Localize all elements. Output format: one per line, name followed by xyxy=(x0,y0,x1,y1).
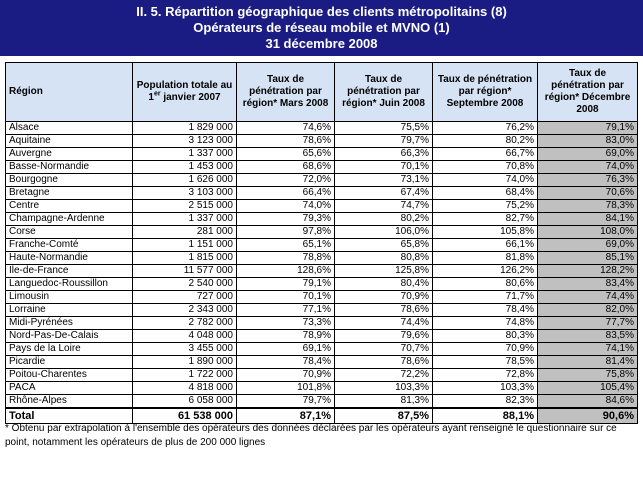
cell-pop: 1 337 000 xyxy=(133,148,237,161)
cell-region: Nord-Pas-De-Calais xyxy=(6,330,133,343)
header-septembre: Taux de pénétration par région* Septembre 2008 xyxy=(433,63,538,122)
cell-dec: 128,2% xyxy=(538,265,638,278)
cell-sep: 78,5% xyxy=(433,356,538,369)
cell-pop: 3 123 000 xyxy=(133,135,237,148)
cell-mar: 78,6% xyxy=(237,135,335,148)
cell-sep: 80,6% xyxy=(433,278,538,291)
cell-jun: 79,7% xyxy=(335,135,433,148)
table-row xyxy=(6,369,638,382)
cell-region: Bourgogne xyxy=(6,174,133,187)
cell-mar: 66,4% xyxy=(237,187,335,200)
cell-jun: 106,0% xyxy=(335,226,433,239)
cell-jun: 103,3% xyxy=(335,382,433,395)
header-population-line2: janvier 2007 xyxy=(160,92,221,103)
cell-jun: 80,2% xyxy=(335,213,433,226)
table-row xyxy=(6,252,638,265)
cell-region: Midi-Pyrénées xyxy=(6,317,133,330)
table-row xyxy=(6,356,638,369)
cell-jun: 72,2% xyxy=(335,369,433,382)
cell-pop: 2 782 000 xyxy=(133,317,237,330)
cell-region: Ile-de-France xyxy=(6,265,133,278)
cell-region: Poitou-Charentes xyxy=(6,369,133,382)
table-row xyxy=(6,330,638,343)
table-row xyxy=(6,382,638,395)
cell-region: Basse-Normandie xyxy=(6,161,133,174)
cell-mar: 69,1% xyxy=(237,343,335,356)
cell-sep: 82,7% xyxy=(433,213,538,226)
cell-region: Total xyxy=(6,408,133,424)
cell-mar: 79,1% xyxy=(237,278,335,291)
cell-region: Rhône-Alpes xyxy=(6,395,133,409)
header-population xyxy=(133,63,237,122)
header-population-sup: er xyxy=(153,90,161,98)
cell-dec: 74,0% xyxy=(538,161,638,174)
cell-dec: 90,6% xyxy=(538,408,638,424)
cell-mar: 70,9% xyxy=(237,369,335,382)
cell-dec: 75,8% xyxy=(538,369,638,382)
cell-jun: 70,7% xyxy=(335,343,433,356)
table-row xyxy=(6,304,638,317)
footnote: * Obtenu par extrapolation à l'ensemble des opérateurs des données déclarées par les opérateurs ayant renseigné le questionnaire sur ce point, notamment les opérateurs de plus de 200 000 lignes xyxy=(5,423,617,448)
table-row xyxy=(6,239,638,252)
cell-dec: 78,3% xyxy=(538,200,638,213)
cell-dec: 85,1% xyxy=(538,252,638,265)
table-row xyxy=(6,135,638,148)
cell-region: Franche-Comté xyxy=(6,239,133,252)
cell-dec: 83,5% xyxy=(538,330,638,343)
cell-jun: 78,6% xyxy=(335,304,433,317)
cell-pop: 1 626 000 xyxy=(133,174,237,187)
title-line-3: 31 décembre 2008 xyxy=(265,36,378,51)
table-row xyxy=(6,395,638,409)
table-row xyxy=(6,148,638,161)
table-row xyxy=(6,213,638,226)
table-row xyxy=(6,200,638,213)
header-population-day: 1 xyxy=(148,92,154,103)
title-line-1: II. 5. Répartition géographique des clients métropolitains (8) xyxy=(136,4,507,19)
cell-mar: 70,1% xyxy=(237,291,335,304)
cell-mar: 68,6% xyxy=(237,161,335,174)
table-row xyxy=(6,291,638,304)
cell-dec: 70,6% xyxy=(538,187,638,200)
cell-jun: 66,3% xyxy=(335,148,433,161)
cell-sep: 81,8% xyxy=(433,252,538,265)
header-row xyxy=(6,63,638,122)
cell-sep: 71,7% xyxy=(433,291,538,304)
cell-region: Corse xyxy=(6,226,133,239)
cell-pop: 4 048 000 xyxy=(133,330,237,343)
cell-mar: 72,0% xyxy=(237,174,335,187)
cell-pop: 727 000 xyxy=(133,291,237,304)
cell-dec: 76,3% xyxy=(538,174,638,187)
cell-dec: 77,7% xyxy=(538,317,638,330)
cell-pop: 2 515 000 xyxy=(133,200,237,213)
cell-sep: 66,1% xyxy=(433,239,538,252)
table-row xyxy=(6,278,638,291)
cell-pop: 3 103 000 xyxy=(133,187,237,200)
cell-sep: 76,2% xyxy=(433,122,538,135)
cell-sep: 68,4% xyxy=(433,187,538,200)
cell-jun: 74,7% xyxy=(335,200,433,213)
header-juin: Taux de pénétration par région* Juin 2008 xyxy=(335,63,433,122)
cell-dec: 82,0% xyxy=(538,304,638,317)
table-row xyxy=(6,265,638,278)
cell-sep: 126,2% xyxy=(433,265,538,278)
cell-jun: 125,8% xyxy=(335,265,433,278)
cell-mar: 73,3% xyxy=(237,317,335,330)
page-title xyxy=(0,0,643,56)
cell-mar: 128,6% xyxy=(237,265,335,278)
cell-pop: 4 818 000 xyxy=(133,382,237,395)
table-row xyxy=(6,174,638,187)
cell-sep: 74,8% xyxy=(433,317,538,330)
cell-region: Aquitaine xyxy=(6,135,133,148)
table-row xyxy=(6,343,638,356)
cell-pop: 6 058 000 xyxy=(133,395,237,409)
cell-sep: 72,8% xyxy=(433,369,538,382)
title-line-2: Opérateurs de réseau mobile et MVNO (1) xyxy=(193,20,450,35)
cell-dec: 83,0% xyxy=(538,135,638,148)
cell-sep: 80,2% xyxy=(433,135,538,148)
cell-dec: 74,4% xyxy=(538,291,638,304)
cell-mar: 97,8% xyxy=(237,226,335,239)
cell-sep: 70,8% xyxy=(433,161,538,174)
cell-sep: 74,0% xyxy=(433,174,538,187)
table-row xyxy=(6,187,638,200)
cell-pop: 2 343 000 xyxy=(133,304,237,317)
cell-mar: 65,6% xyxy=(237,148,335,161)
header-population-line1: Population totale au xyxy=(136,80,233,91)
cell-dec: 69,0% xyxy=(538,148,638,161)
cell-jun: 65,8% xyxy=(335,239,433,252)
cell-region: Picardie xyxy=(6,356,133,369)
cell-dec: 81,4% xyxy=(538,356,638,369)
header-mars: Taux de pénétration par région* Mars 2008 xyxy=(237,63,335,122)
cell-pop: 1 829 000 xyxy=(133,122,237,135)
cell-dec: 79,1% xyxy=(538,122,638,135)
header-decembre: Taux de pénétration par région* Décembre 2008 xyxy=(538,63,638,122)
cell-jun: 75,5% xyxy=(335,122,433,135)
cell-dec: 83,4% xyxy=(538,278,638,291)
cell-region: Limousin xyxy=(6,291,133,304)
table-row xyxy=(6,122,638,135)
cell-dec: 108,0% xyxy=(538,226,638,239)
cell-sep: 88,1% xyxy=(433,408,538,424)
cell-dec: 69,0% xyxy=(538,239,638,252)
cell-region: PACA xyxy=(6,382,133,395)
cell-pop: 1 337 000 xyxy=(133,213,237,226)
cell-mar: 78,8% xyxy=(237,252,335,265)
cell-region: Languedoc-Roussillon xyxy=(6,278,133,291)
cell-jun: 67,4% xyxy=(335,187,433,200)
cell-region: Alsace xyxy=(6,122,133,135)
cell-mar: 77,1% xyxy=(237,304,335,317)
cell-jun: 80,8% xyxy=(335,252,433,265)
cell-mar: 74,6% xyxy=(237,122,335,135)
cell-mar: 65,1% xyxy=(237,239,335,252)
cell-jun: 81,3% xyxy=(335,395,433,409)
penetration-table xyxy=(5,62,638,424)
cell-pop: 1 815 000 xyxy=(133,252,237,265)
cell-sep: 105,8% xyxy=(433,226,538,239)
cell-jun: 79,6% xyxy=(335,330,433,343)
cell-mar: 87,1% xyxy=(237,408,335,424)
cell-region: Haute-Normandie xyxy=(6,252,133,265)
cell-pop: 1 453 000 xyxy=(133,161,237,174)
cell-jun: 70,1% xyxy=(335,161,433,174)
cell-mar: 101,8% xyxy=(237,382,335,395)
cell-region: Lorraine xyxy=(6,304,133,317)
cell-sep: 80,3% xyxy=(433,330,538,343)
cell-dec: 84,1% xyxy=(538,213,638,226)
cell-mar: 78,9% xyxy=(237,330,335,343)
cell-jun: 80,4% xyxy=(335,278,433,291)
cell-sep: 78,4% xyxy=(433,304,538,317)
cell-sep: 70,9% xyxy=(433,343,538,356)
cell-mar: 78,4% xyxy=(237,356,335,369)
table-row xyxy=(6,226,638,239)
header-region: Région xyxy=(6,63,133,122)
cell-jun: 87,5% xyxy=(335,408,433,424)
cell-pop: 3 455 000 xyxy=(133,343,237,356)
cell-mar: 74,0% xyxy=(237,200,335,213)
cell-sep: 82,3% xyxy=(433,395,538,409)
table-row xyxy=(6,317,638,330)
cell-jun: 73,1% xyxy=(335,174,433,187)
cell-jun: 74,4% xyxy=(335,317,433,330)
cell-sep: 66,7% xyxy=(433,148,538,161)
cell-pop: 2 540 000 xyxy=(133,278,237,291)
cell-pop: 1 890 000 xyxy=(133,356,237,369)
cell-pop: 1 151 000 xyxy=(133,239,237,252)
cell-sep: 103,3% xyxy=(433,382,538,395)
cell-mar: 79,7% xyxy=(237,395,335,409)
cell-dec: 84,6% xyxy=(538,395,638,409)
cell-region: Bretagne xyxy=(6,187,133,200)
cell-pop: 1 722 000 xyxy=(133,369,237,382)
cell-pop: 281 000 xyxy=(133,226,237,239)
cell-jun: 78,6% xyxy=(335,356,433,369)
cell-jun: 70,9% xyxy=(335,291,433,304)
cell-dec: 74,1% xyxy=(538,343,638,356)
cell-region: Champagne-Ardenne xyxy=(6,213,133,226)
cell-region: Auvergne xyxy=(6,148,133,161)
table-row xyxy=(6,161,638,174)
cell-sep: 75,2% xyxy=(433,200,538,213)
cell-mar: 79,3% xyxy=(237,213,335,226)
cell-region: Centre xyxy=(6,200,133,213)
cell-dec: 105,4% xyxy=(538,382,638,395)
cell-pop: 61 538 000 xyxy=(133,408,237,424)
cell-region: Pays de la Loire xyxy=(6,343,133,356)
cell-pop: 11 577 000 xyxy=(133,265,237,278)
